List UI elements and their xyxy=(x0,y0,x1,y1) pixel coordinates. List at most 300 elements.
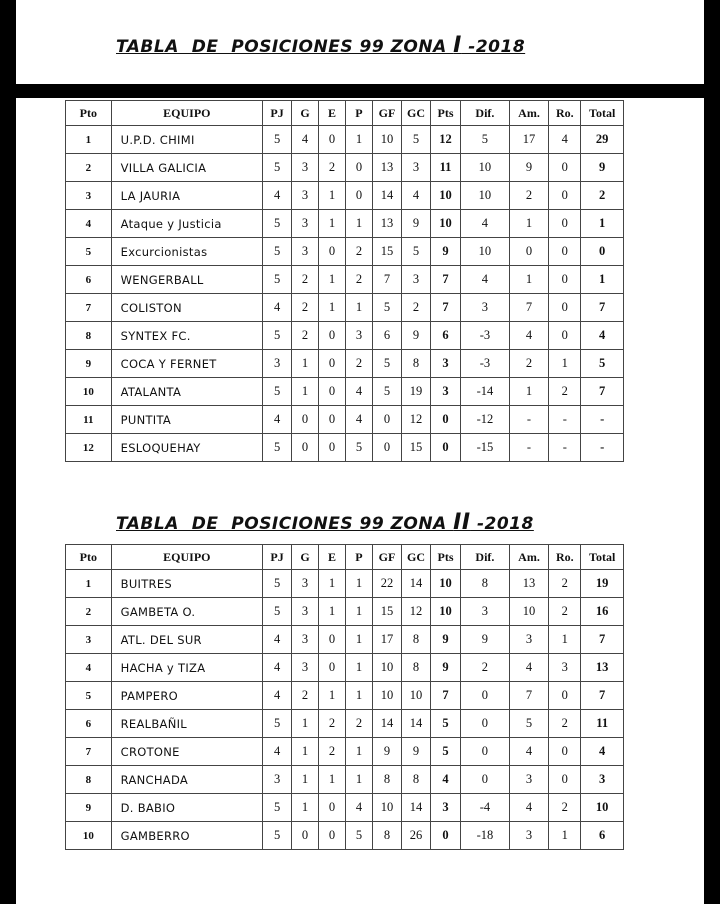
cell-e: 0 xyxy=(319,434,346,462)
column-header-ro: Ro. xyxy=(549,545,581,570)
cell-g: 2 xyxy=(292,266,319,294)
cell-pto: 5 xyxy=(66,682,112,710)
cell-gc: 2 xyxy=(401,294,430,322)
table-row xyxy=(66,626,624,654)
cell-dif: 5 xyxy=(461,126,510,154)
cell-dif: 0 xyxy=(461,682,510,710)
zona-2-title xyxy=(116,510,534,535)
zona-1-standings-table xyxy=(65,100,624,462)
cell-equipo: GAMBERRO xyxy=(111,822,262,850)
cell-gf: 10 xyxy=(372,126,401,154)
cell-am: 4 xyxy=(509,654,548,682)
cell-equipo: ESLOQUEHAY xyxy=(111,434,262,462)
cell-ro: 2 xyxy=(549,598,581,626)
cell-pto: 2 xyxy=(66,598,112,626)
cell-gc: 12 xyxy=(401,406,430,434)
cell-ro: 0 xyxy=(549,266,581,294)
cell-gf: 9 xyxy=(372,738,401,766)
cell-e: 0 xyxy=(319,378,346,406)
cell-g: 3 xyxy=(292,210,319,238)
cell-pts: 9 xyxy=(431,626,461,654)
cell-p: 1 xyxy=(345,210,372,238)
cell-gc: 15 xyxy=(401,434,430,462)
cell-dif: -12 xyxy=(461,406,510,434)
cell-dif: -14 xyxy=(461,378,510,406)
cell-pto: 9 xyxy=(66,350,112,378)
cell-ro: 2 xyxy=(549,794,581,822)
cell-e: 2 xyxy=(319,738,346,766)
cell-gc: 3 xyxy=(401,266,430,294)
cell-pto: 11 xyxy=(66,406,112,434)
cell-gf: 10 xyxy=(372,794,401,822)
cell-pj: 4 xyxy=(263,294,292,322)
cell-total: 10 xyxy=(581,794,624,822)
cell-dif: -15 xyxy=(461,434,510,462)
cell-ro: 1 xyxy=(549,822,581,850)
cell-gf: 8 xyxy=(372,822,401,850)
table-row xyxy=(66,406,624,434)
cell-p: 2 xyxy=(345,266,372,294)
cell-p: 1 xyxy=(345,766,372,794)
cell-total: - xyxy=(581,434,624,462)
column-header-pj: PJ xyxy=(263,101,292,126)
cell-equipo: CROTONE xyxy=(111,738,262,766)
column-header-dif: Dif. xyxy=(461,101,510,126)
cell-gf: 0 xyxy=(372,406,401,434)
cell-total: 16 xyxy=(581,598,624,626)
cell-pj: 4 xyxy=(263,406,292,434)
table-row xyxy=(66,182,624,210)
cell-am: 0 xyxy=(509,238,548,266)
zona-1-title-prefix: TABLA DE POSICIONES 99 ZONA xyxy=(116,37,454,57)
cell-g: 3 xyxy=(292,154,319,182)
cell-am: - xyxy=(509,406,548,434)
cell-pts: 7 xyxy=(431,682,461,710)
cell-dif: 8 xyxy=(461,570,510,598)
column-header-total: Total xyxy=(581,545,624,570)
cell-pts: 3 xyxy=(431,350,461,378)
cell-p: 1 xyxy=(345,570,372,598)
table-row xyxy=(66,794,624,822)
cell-gc: 10 xyxy=(401,682,430,710)
cell-g: 2 xyxy=(292,322,319,350)
cell-e: 0 xyxy=(319,238,346,266)
cell-total: 3 xyxy=(581,766,624,794)
cell-g: 3 xyxy=(292,598,319,626)
cell-pto: 5 xyxy=(66,238,112,266)
column-header-gc: GC xyxy=(401,101,430,126)
cell-dif: 0 xyxy=(461,710,510,738)
cell-g: 3 xyxy=(292,654,319,682)
table-row xyxy=(66,598,624,626)
cell-pj: 5 xyxy=(263,210,292,238)
cell-am: 1 xyxy=(509,266,548,294)
cell-e: 2 xyxy=(319,710,346,738)
cell-gc: 26 xyxy=(401,822,430,850)
cell-pts: 9 xyxy=(431,654,461,682)
cell-gc: 14 xyxy=(401,570,430,598)
cell-g: 2 xyxy=(292,682,319,710)
cell-pts: 10 xyxy=(431,210,461,238)
cell-ro: 0 xyxy=(549,238,581,266)
cell-ro: 0 xyxy=(549,182,581,210)
cell-g: 1 xyxy=(292,710,319,738)
cell-pts: 7 xyxy=(431,294,461,322)
zona-1-title-number: I xyxy=(453,33,462,58)
cell-am: 3 xyxy=(509,626,548,654)
cell-gc: 3 xyxy=(401,154,430,182)
cell-pj: 5 xyxy=(263,434,292,462)
cell-total: 29 xyxy=(581,126,624,154)
table-row xyxy=(66,322,624,350)
cell-pts: 12 xyxy=(431,126,461,154)
cell-gf: 0 xyxy=(372,434,401,462)
cell-pto: 8 xyxy=(66,322,112,350)
cell-dif: 0 xyxy=(461,766,510,794)
cell-equipo: PUNTITA xyxy=(111,406,262,434)
cell-pto: 2 xyxy=(66,154,112,182)
cell-p: 2 xyxy=(345,710,372,738)
column-header-ro: Ro. xyxy=(549,101,581,126)
cell-g: 2 xyxy=(292,294,319,322)
cell-e: 1 xyxy=(319,210,346,238)
cell-gc: 8 xyxy=(401,654,430,682)
cell-dif: 10 xyxy=(461,154,510,182)
cell-ro: 0 xyxy=(549,154,581,182)
cell-am: 7 xyxy=(509,682,548,710)
cell-gf: 14 xyxy=(372,182,401,210)
cell-pj: 4 xyxy=(263,626,292,654)
cell-ro: 2 xyxy=(549,710,581,738)
cell-e: 1 xyxy=(319,294,346,322)
column-header-g: G xyxy=(292,101,319,126)
cell-am: 7 xyxy=(509,294,548,322)
cell-p: 1 xyxy=(345,738,372,766)
cell-am: 5 xyxy=(509,710,548,738)
column-header-pts: Pts xyxy=(431,101,461,126)
column-header-am: Am. xyxy=(509,545,548,570)
zona-1-title-suffix: -2018 xyxy=(461,37,526,57)
cell-pts: 0 xyxy=(431,822,461,850)
cell-equipo: HACHA y TIZA xyxy=(111,654,262,682)
cell-am: 4 xyxy=(509,738,548,766)
zona-2-title-number: II xyxy=(453,510,471,535)
cell-g: 4 xyxy=(292,126,319,154)
cell-total: 7 xyxy=(581,294,624,322)
cell-equipo: LA JAURIA xyxy=(111,182,262,210)
column-header-e: E xyxy=(319,101,346,126)
cell-dif: 0 xyxy=(461,738,510,766)
cell-e: 1 xyxy=(319,182,346,210)
cell-gc: 8 xyxy=(401,766,430,794)
cell-equipo: WENGERBALL xyxy=(111,266,262,294)
cell-e: 0 xyxy=(319,794,346,822)
cell-equipo: U.P.D. CHIMI xyxy=(111,126,262,154)
cell-pj: 4 xyxy=(263,182,292,210)
cell-total: 9 xyxy=(581,154,624,182)
cell-am: 4 xyxy=(509,794,548,822)
cell-e: 1 xyxy=(319,570,346,598)
cell-ro: - xyxy=(549,406,581,434)
table-row xyxy=(66,710,624,738)
cell-pts: 3 xyxy=(431,794,461,822)
cell-gf: 22 xyxy=(372,570,401,598)
cell-e: 0 xyxy=(319,626,346,654)
cell-pj: 4 xyxy=(263,738,292,766)
cell-gf: 5 xyxy=(372,294,401,322)
cell-p: 1 xyxy=(345,654,372,682)
cell-e: 1 xyxy=(319,598,346,626)
column-header-p: P xyxy=(345,101,372,126)
cell-p: 2 xyxy=(345,350,372,378)
cell-am: 4 xyxy=(509,322,548,350)
cell-equipo: ATL. DEL SUR xyxy=(111,626,262,654)
cell-g: 1 xyxy=(292,794,319,822)
cell-pts: 4 xyxy=(431,766,461,794)
cell-e: 0 xyxy=(319,126,346,154)
cell-dif: -3 xyxy=(461,350,510,378)
table-row xyxy=(66,350,624,378)
cell-pto: 8 xyxy=(66,766,112,794)
cell-pj: 5 xyxy=(263,710,292,738)
cell-pts: 10 xyxy=(431,182,461,210)
cell-pto: 1 xyxy=(66,570,112,598)
cell-pto: 1 xyxy=(66,126,112,154)
cell-pts: 5 xyxy=(431,710,461,738)
cell-gc: 19 xyxy=(401,378,430,406)
cell-pto: 7 xyxy=(66,738,112,766)
cell-am: 2 xyxy=(509,182,548,210)
cell-gf: 7 xyxy=(372,266,401,294)
cell-gf: 10 xyxy=(372,682,401,710)
cell-gf: 14 xyxy=(372,710,401,738)
cell-pts: 11 xyxy=(431,154,461,182)
cell-gf: 6 xyxy=(372,322,401,350)
cell-g: 3 xyxy=(292,570,319,598)
cell-pto: 12 xyxy=(66,434,112,462)
cell-equipo: RANCHADA xyxy=(111,766,262,794)
cell-p: 5 xyxy=(345,434,372,462)
cell-gc: 9 xyxy=(401,322,430,350)
cell-gf: 13 xyxy=(372,210,401,238)
cell-p: 0 xyxy=(345,154,372,182)
cell-pj: 4 xyxy=(263,654,292,682)
cell-e: 1 xyxy=(319,766,346,794)
cell-ro: 0 xyxy=(549,766,581,794)
table-row xyxy=(66,822,624,850)
cell-equipo: GAMBETA O. xyxy=(111,598,262,626)
cell-gf: 5 xyxy=(372,378,401,406)
cell-pj: 5 xyxy=(263,378,292,406)
cell-pj: 5 xyxy=(263,266,292,294)
cell-pto: 10 xyxy=(66,822,112,850)
cell-am: 1 xyxy=(509,210,548,238)
cell-e: 1 xyxy=(319,266,346,294)
cell-dif: 10 xyxy=(461,182,510,210)
cell-gf: 15 xyxy=(372,238,401,266)
column-header-equipo: EQUIPO xyxy=(111,545,262,570)
cell-equipo: PAMPERO xyxy=(111,682,262,710)
cell-pts: 0 xyxy=(431,406,461,434)
column-header-total: Total xyxy=(581,101,624,126)
cell-equipo: D. BABIO xyxy=(111,794,262,822)
cell-equipo: COCA Y FERNET xyxy=(111,350,262,378)
cell-pts: 10 xyxy=(431,570,461,598)
cell-g: 1 xyxy=(292,350,319,378)
cell-am: 10 xyxy=(509,598,548,626)
cell-g: 3 xyxy=(292,182,319,210)
column-header-gf: GF xyxy=(372,545,401,570)
cell-p: 5 xyxy=(345,822,372,850)
cell-gc: 8 xyxy=(401,626,430,654)
cell-ro: 4 xyxy=(549,126,581,154)
cell-g: 1 xyxy=(292,378,319,406)
column-header-e: E xyxy=(319,545,346,570)
cell-p: 1 xyxy=(345,294,372,322)
zona-2-title-suffix: -2018 xyxy=(470,514,534,534)
cell-e: 0 xyxy=(319,822,346,850)
cell-gc: 12 xyxy=(401,598,430,626)
column-header-dif: Dif. xyxy=(461,545,510,570)
cell-ro: 0 xyxy=(549,294,581,322)
column-header-pto: Pto xyxy=(66,101,112,126)
cell-p: 3 xyxy=(345,322,372,350)
cell-p: 4 xyxy=(345,794,372,822)
table-row xyxy=(66,126,624,154)
zona-2-standings-table xyxy=(65,544,624,850)
cell-dif: -18 xyxy=(461,822,510,850)
column-header-am: Am. xyxy=(509,101,548,126)
cell-g: 0 xyxy=(292,406,319,434)
table-row xyxy=(66,766,624,794)
cell-e: 0 xyxy=(319,406,346,434)
cell-total: - xyxy=(581,406,624,434)
cell-ro: 2 xyxy=(549,570,581,598)
cell-dif: -3 xyxy=(461,322,510,350)
cell-equipo: Excurcionistas xyxy=(111,238,262,266)
cell-pj: 5 xyxy=(263,154,292,182)
cell-pj: 5 xyxy=(263,570,292,598)
cell-g: 0 xyxy=(292,822,319,850)
cell-e: 1 xyxy=(319,682,346,710)
cell-gf: 8 xyxy=(372,766,401,794)
cell-pts: 6 xyxy=(431,322,461,350)
cell-pto: 4 xyxy=(66,654,112,682)
cell-p: 0 xyxy=(345,182,372,210)
cell-p: 1 xyxy=(345,598,372,626)
cell-am: 17 xyxy=(509,126,548,154)
cell-p: 2 xyxy=(345,238,372,266)
cell-total: 5 xyxy=(581,350,624,378)
cell-total: 4 xyxy=(581,738,624,766)
column-header-equipo: EQUIPO xyxy=(111,101,262,126)
cell-pts: 7 xyxy=(431,266,461,294)
cell-gf: 10 xyxy=(372,654,401,682)
cell-total: 7 xyxy=(581,626,624,654)
cell-pj: 5 xyxy=(263,598,292,626)
cell-pj: 5 xyxy=(263,794,292,822)
column-header-g: G xyxy=(292,545,319,570)
cell-pto: 7 xyxy=(66,294,112,322)
cell-total: 13 xyxy=(581,654,624,682)
cell-ro: 1 xyxy=(549,350,581,378)
cell-pj: 3 xyxy=(263,350,292,378)
cell-gc: 5 xyxy=(401,238,430,266)
table-row xyxy=(66,682,624,710)
cell-g: 3 xyxy=(292,626,319,654)
column-header-pts: Pts xyxy=(431,545,461,570)
cell-p: 4 xyxy=(345,406,372,434)
table-row xyxy=(66,210,624,238)
cell-e: 0 xyxy=(319,322,346,350)
cell-ro: - xyxy=(549,434,581,462)
cell-pts: 10 xyxy=(431,598,461,626)
zona-2-title-prefix: TABLA DE POSICIONES 99 ZONA xyxy=(116,514,454,534)
cell-equipo: SYNTEX FC. xyxy=(111,322,262,350)
table-row xyxy=(66,570,624,598)
cell-g: 1 xyxy=(292,766,319,794)
cell-pts: 5 xyxy=(431,738,461,766)
table-row xyxy=(66,434,624,462)
cell-total: 0 xyxy=(581,238,624,266)
cell-e: 0 xyxy=(319,350,346,378)
cell-equipo: ATALANTA xyxy=(111,378,262,406)
cell-gf: 5 xyxy=(372,350,401,378)
cell-pts: 3 xyxy=(431,378,461,406)
cell-am: - xyxy=(509,434,548,462)
cell-dif: -4 xyxy=(461,794,510,822)
cell-pj: 5 xyxy=(263,126,292,154)
column-header-gc: GC xyxy=(401,545,430,570)
cell-p: 1 xyxy=(345,626,372,654)
cell-dif: 2 xyxy=(461,654,510,682)
table-row xyxy=(66,154,624,182)
cell-e: 2 xyxy=(319,154,346,182)
cell-ro: 3 xyxy=(549,654,581,682)
cell-gc: 14 xyxy=(401,710,430,738)
table-row xyxy=(66,294,624,322)
cell-pto: 6 xyxy=(66,266,112,294)
cell-equipo: REALBAÑIL xyxy=(111,710,262,738)
cell-pto: 9 xyxy=(66,794,112,822)
table-row xyxy=(66,266,624,294)
table-header-row xyxy=(66,545,624,570)
column-header-pj: PJ xyxy=(263,545,292,570)
table-row xyxy=(66,378,624,406)
cell-dif: 3 xyxy=(461,294,510,322)
cell-gc: 4 xyxy=(401,182,430,210)
cell-gf: 15 xyxy=(372,598,401,626)
cell-ro: 1 xyxy=(549,626,581,654)
cell-total: 19 xyxy=(581,570,624,598)
cell-dif: 3 xyxy=(461,598,510,626)
column-header-pto: Pto xyxy=(66,545,112,570)
cell-p: 1 xyxy=(345,682,372,710)
cell-p: 1 xyxy=(345,126,372,154)
table-row xyxy=(66,738,624,766)
cell-pto: 3 xyxy=(66,626,112,654)
cell-ro: 0 xyxy=(549,322,581,350)
cell-equipo: Ataque y Justicia xyxy=(111,210,262,238)
cell-am: 2 xyxy=(509,350,548,378)
cell-pts: 9 xyxy=(431,238,461,266)
cell-pto: 10 xyxy=(66,378,112,406)
cell-g: 1 xyxy=(292,738,319,766)
cell-e: 0 xyxy=(319,654,346,682)
cell-gc: 9 xyxy=(401,210,430,238)
cell-pj: 5 xyxy=(263,238,292,266)
cell-equipo: COLISTON xyxy=(111,294,262,322)
